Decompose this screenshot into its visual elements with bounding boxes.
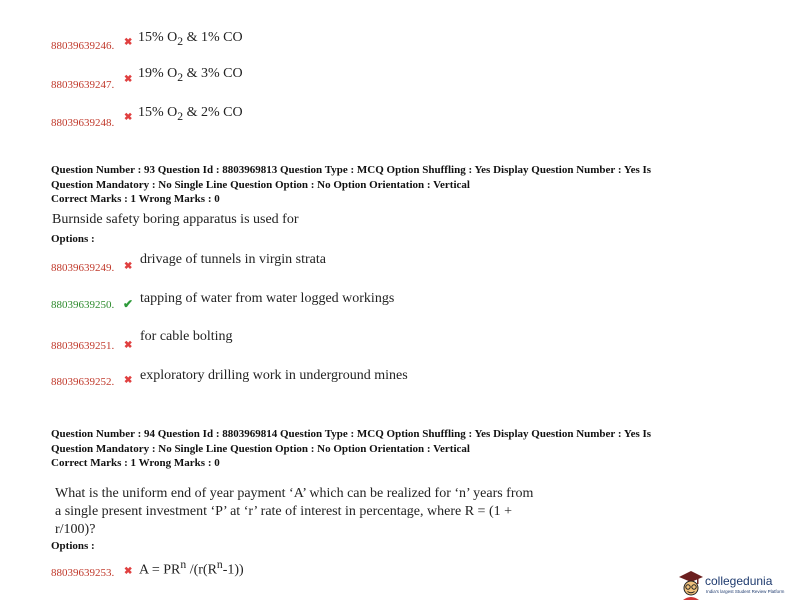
logo-name: collegedunia: [705, 574, 773, 588]
meta-line: Correct Marks : 1 Wrong Marks : 0: [51, 457, 220, 469]
option-text: $A = PR^n$ $/(r(R^n-1))$: [139, 558, 244, 578]
option-row: [51, 75, 114, 93]
meta-line: Question Mandatory : No Single Line Question Option : No Option Orientation : Vertical: [51, 178, 470, 191]
option-text: 15% $O_2$ & 1% CO: [138, 30, 243, 48]
option-text: drivage of tunnels in virgin strata: [140, 252, 326, 267]
question-line: What is the uniform end of year payment ‘A’ which can be realized for ‘n’ years from: [55, 486, 534, 501]
meta-line: Question Number : 93 Question Id : 8803969813 Question Type : MCQ Option Shuffling : Yes Display Question Number : Yes Is: [51, 164, 652, 176]
meta-line: Question Number : 94 Question Id : 8803969814 Question Type : MCQ Option Shuffling : Yes Display Question Number : Yes Is: [51, 428, 652, 440]
option-row: [51, 113, 114, 131]
graduate-mascot-icon: [677, 568, 705, 602]
option-text: for cable bolting: [140, 329, 233, 344]
option-id: 88039639246.: [51, 40, 115, 52]
option-text: 19% $O_2$ & 3% CO: [138, 66, 243, 84]
wrong-mark-icon: ✖: [124, 375, 133, 386]
option-text: 15% $O_2$ & 2% CO: [138, 105, 243, 123]
option-id: 88039639248.: [51, 117, 115, 129]
wrong-mark-icon: ✖: [124, 37, 133, 48]
wrong-mark-icon: ✖: [124, 261, 133, 272]
wrong-mark-icon: ✖: [124, 566, 133, 577]
collegedunia-logo: [677, 568, 787, 602]
option-text: exploratory drilling work in underground mines: [140, 368, 408, 383]
option-id: 88039639253.: [51, 567, 115, 579]
question-text: Burnside safety boring apparatus is used for: [52, 212, 299, 227]
question-meta: [51, 427, 651, 471]
wrong-mark-icon: ✖: [124, 112, 133, 123]
question-text: [55, 485, 533, 539]
option-id: 88039639251.: [51, 340, 115, 352]
option-id: 88039639249.: [51, 262, 115, 274]
logo-tagline: India's largest Student Review Platform: [706, 589, 785, 594]
options-label: Options :: [51, 233, 95, 245]
option-id: 88039639252.: [51, 376, 115, 388]
wrong-mark-icon: ✖: [124, 74, 133, 85]
question-line: a single present investment ‘P’ at ‘r’ rate of interest in percentage, where R = (1 +: [55, 504, 513, 519]
option-text: tapping of water from water logged workings: [140, 291, 395, 306]
meta-line: Question Mandatory : No Single Line Question Option : No Option Orientation : Vertical: [51, 442, 470, 455]
question-line: r/100)?: [55, 522, 96, 537]
meta-line: Correct Marks : 1 Wrong Marks : 0: [51, 193, 220, 205]
wrong-mark-icon: ✖: [124, 340, 133, 351]
option-row: [51, 36, 114, 54]
option-id: 88039639247.: [51, 79, 115, 91]
option-id: 88039639250.: [51, 299, 115, 311]
question-meta: [51, 163, 651, 207]
options-label: Options :: [51, 540, 95, 552]
correct-check-icon: ✔: [123, 297, 134, 311]
